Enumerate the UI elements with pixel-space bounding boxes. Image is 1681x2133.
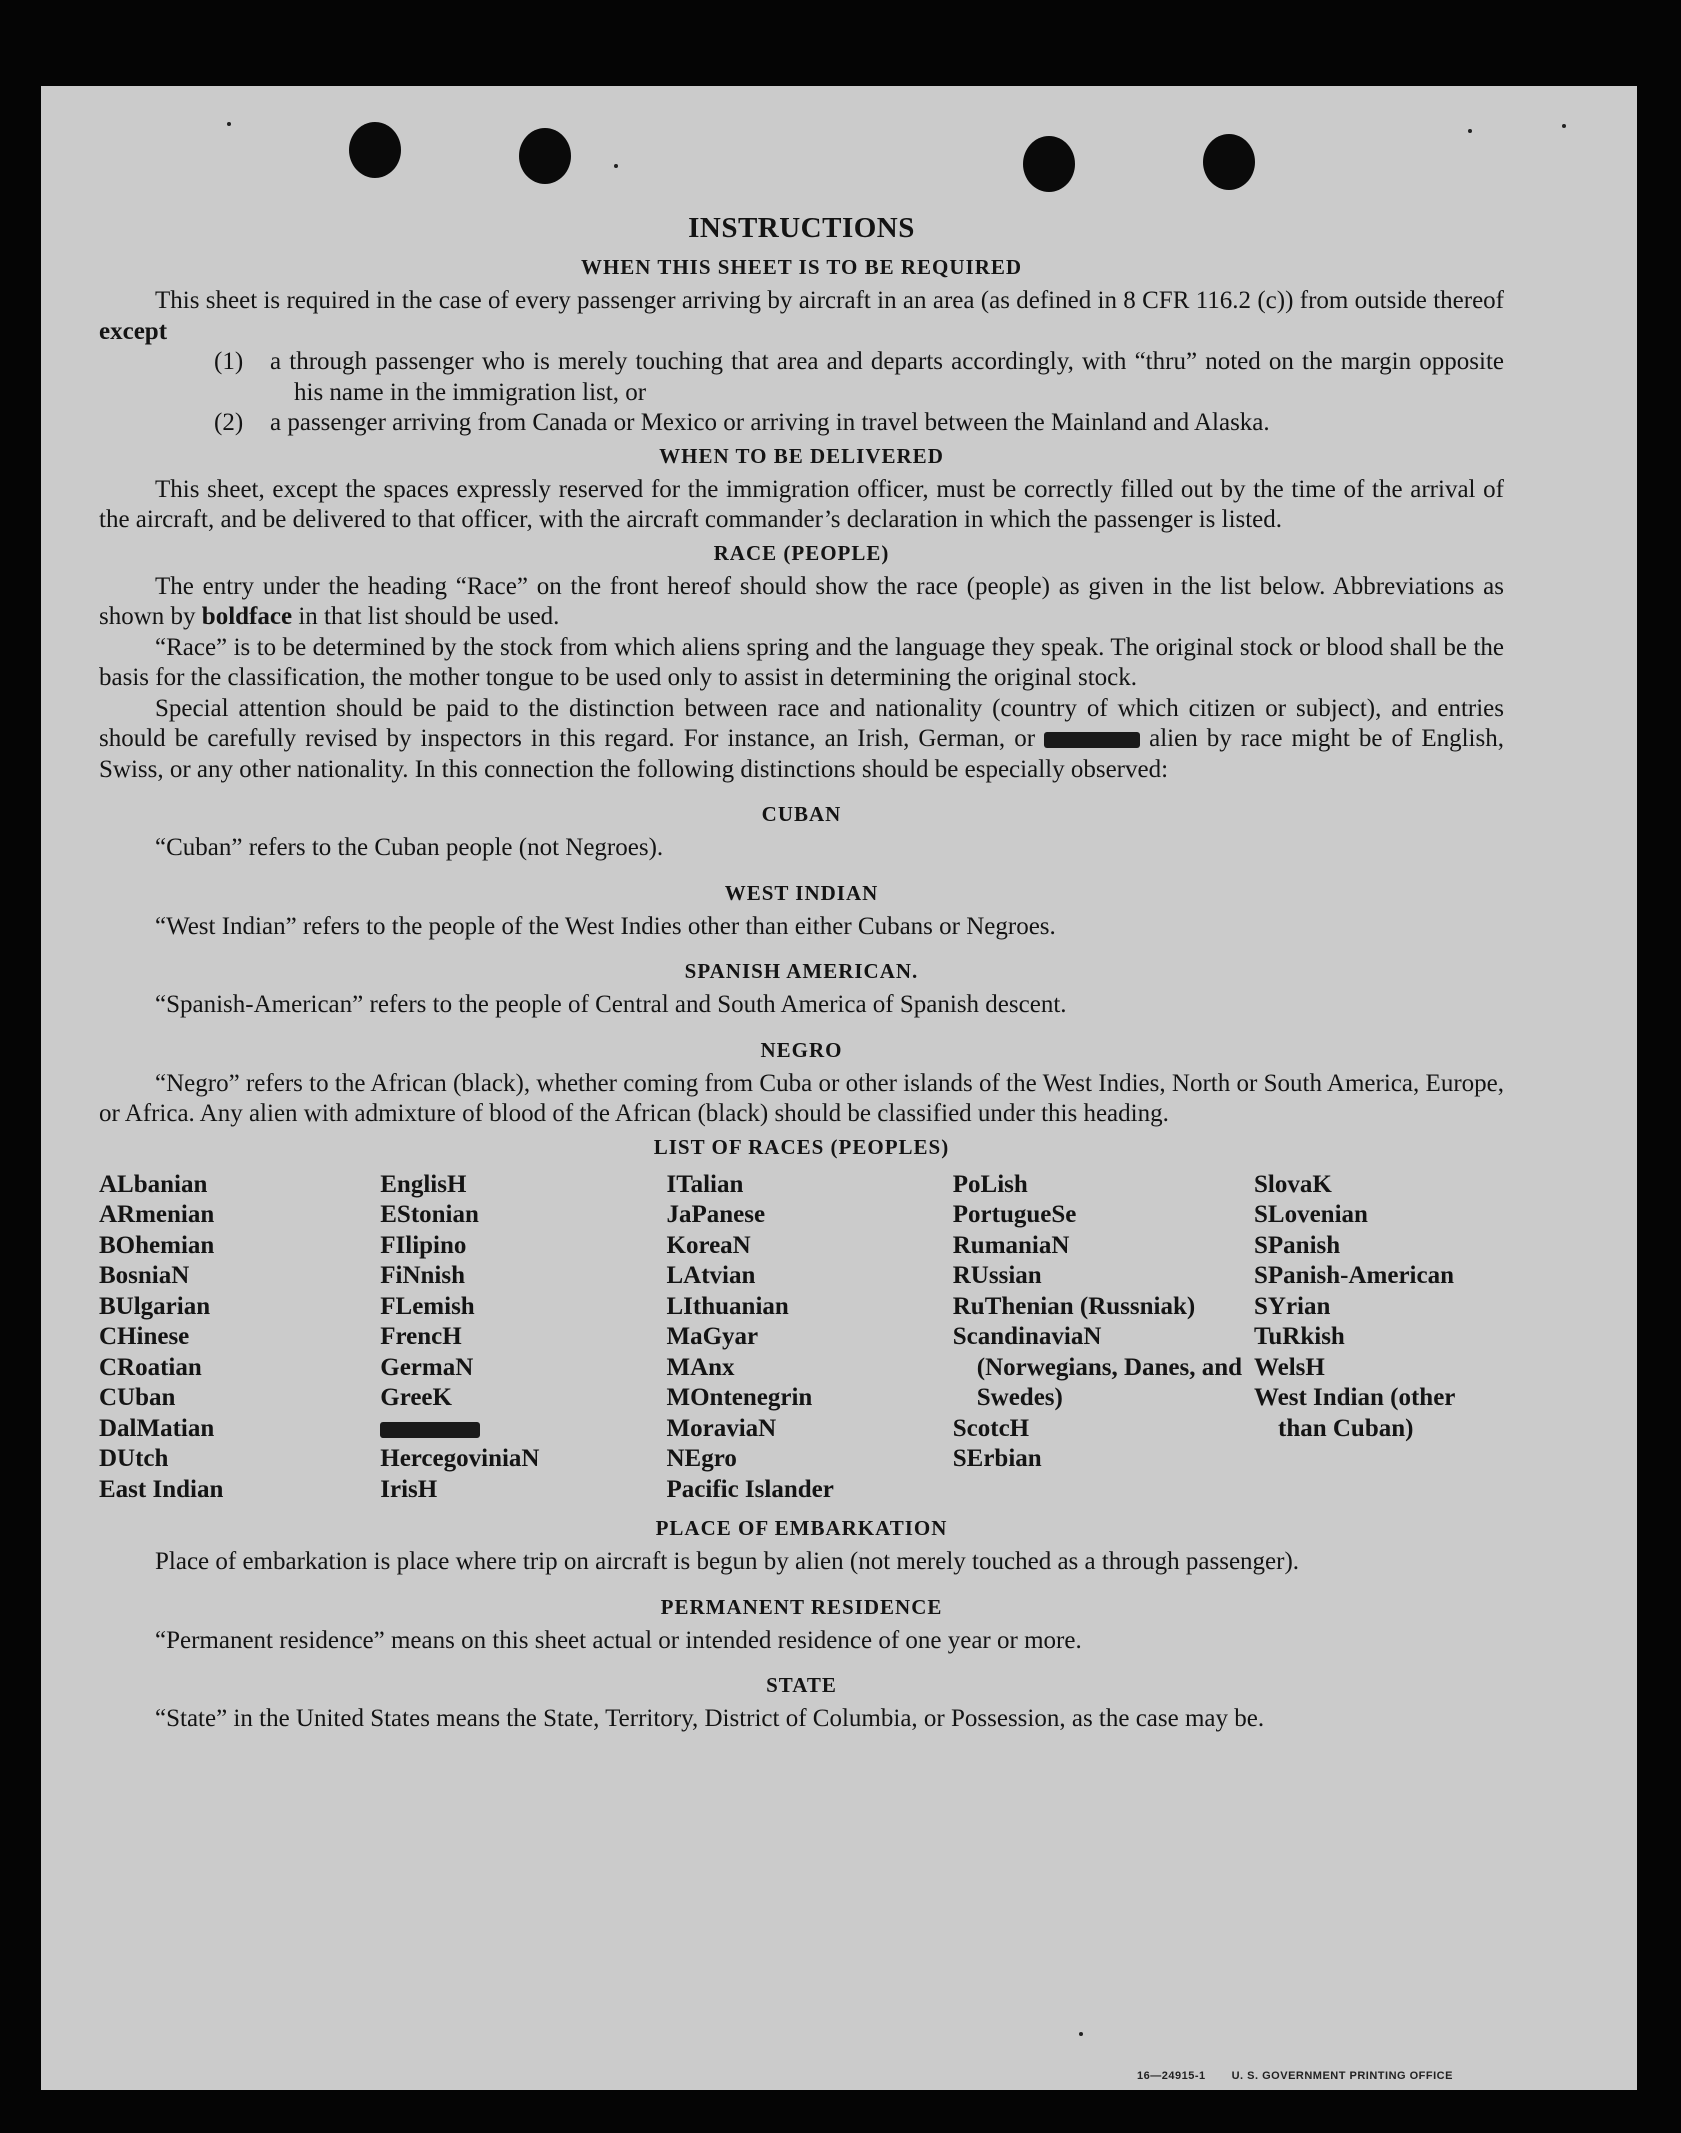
embarkation-text: Place of embarkation is place where trip on aircraft is begun by alien (not merely touched as a through passenger). — [155, 1548, 1300, 1575]
heading-cuban: CUBAN — [761, 802, 842, 826]
race-item: KoreaN — [666, 1231, 751, 1259]
speck — [1468, 129, 1472, 133]
race-item: SLovenian — [1254, 1201, 1368, 1228]
race-item: FLemish — [380, 1292, 475, 1320]
race-item: SPanish-American — [1254, 1262, 1454, 1289]
item-text: a through passenger who is merely touching that area and departs accordingly, with “thru” noted on the margin opposite his name in the immigration list, or — [270, 348, 1504, 406]
race-item: East Indian — [99, 1475, 224, 1503]
race-item: ARmenian — [99, 1201, 215, 1228]
heading-residence: PERMANENT RESIDENCE — [660, 1594, 943, 1619]
item-text: a passenger arriving from Canada or Mexico or arriving in travel between the Mainland and Alaska. — [270, 409, 1270, 436]
race-column-2-top — [380, 1170, 655, 1414]
race-paragraph-1 — [99, 572, 1504, 633]
race-item: MaGyar — [666, 1323, 759, 1350]
punch-hole — [349, 122, 401, 178]
instructions-content — [99, 210, 1504, 1735]
race-item: CUban — [99, 1384, 176, 1411]
heading-required: WHEN THIS SHEET IS TO BE REQUIRED — [580, 255, 1023, 279]
speck — [614, 164, 618, 168]
race-item: HercegoviniaN — [380, 1445, 540, 1472]
speck — [227, 122, 231, 126]
heading-list-of-races: LIST OF RACES (PEOPLES) — [653, 1134, 950, 1159]
race-column-5 — [1254, 1170, 1504, 1506]
required-item-2 — [214, 408, 1504, 439]
speck — [1562, 124, 1566, 128]
race-item: MOntenegrin — [666, 1384, 813, 1411]
race-item: LIthuanian — [666, 1292, 789, 1320]
race-item: West Indian (other than Cuban) — [1254, 1384, 1455, 1442]
race-p3-text: Special attention should be paid to the distinction between race and nationality (country of which citizen or subject), and entries should be carefully revised by inspectors in this regard. For instance, an Irish, German, or — [99, 694, 1504, 752]
form-number: 16—24915-1 — [1137, 2070, 1206, 2082]
heading-state: STATE — [766, 1673, 837, 1697]
residence-text: “Permanent residence” means on this sheet actual or intended residence of one year or more. — [155, 1626, 1082, 1654]
race-item: SlovaK — [1254, 1170, 1332, 1198]
race-item: SYrian — [1254, 1292, 1331, 1320]
race-item: FiNnish — [380, 1262, 466, 1289]
race-item: TuRkish — [1254, 1323, 1345, 1350]
punch-hole — [1023, 136, 1075, 192]
race-paragraph-2: “Race” is to be determined by the stock from which aliens spring and the language they speak. The original stock or blood shall be the basis for the classification, the mother tongue to be used only to assist in determining the original stock. — [99, 633, 1504, 691]
race-column-1 — [99, 1170, 369, 1506]
delivered-text: This sheet, except the spaces expressly reserved for the immigration officer, must be correctly filled out by the time of the arrival of the aircraft, and be delivered to that officer, with the aircraft commander’s declaration in which the passenger is listed. — [99, 475, 1504, 533]
race-item: ScandinaviaN (Norwegians, Danes, and Swedes) — [952, 1323, 1243, 1411]
redaction-mark — [1044, 732, 1140, 748]
document-sheet — [41, 86, 1637, 2090]
race-redacted — [380, 1414, 655, 1445]
race-p1-boldface: boldface — [201, 603, 293, 630]
race-item: RumaniaN — [952, 1231, 1070, 1259]
race-item: SErbian — [952, 1445, 1042, 1472]
race-item: BUlgarian — [99, 1292, 211, 1320]
printer-name: U. S. GOVERNMENT PRINTING OFFICE — [1231, 2070, 1453, 2082]
spanish-american-text: “Spanish-American” refers to the people of Central and South America of Spanish descent. — [155, 991, 1067, 1018]
required-intro-text: This sheet is required in the case of every passenger arriving by aircraft in an area (as defined in 8 CFR 116.2 (c)) from outside thereof — [155, 287, 1504, 314]
race-p3-text-end: alien by race might be of English, Swiss, or any other nationality. In this connection the following distinctions should be especially observed: — [99, 725, 1504, 783]
required-intro-except: except — [99, 317, 168, 345]
page-title: INSTRUCTIONS — [688, 212, 915, 244]
race-item: PortugueSe — [952, 1201, 1077, 1228]
race-item: ALbanian — [99, 1170, 208, 1198]
negro-text: “Negro” refers to the African (black), whether coming from Cuba or other islands of the West Indies, North or South America, Europe, or Africa. Any alien with admixture of blood of the African (black) should be classified under this heading. — [99, 1069, 1504, 1127]
race-item: RUssian — [952, 1262, 1042, 1289]
race-item: SPanish — [1254, 1231, 1341, 1259]
race-item: EStonian — [380, 1201, 479, 1228]
race-p1-text: The entry under the heading “Race” on the front hereof should show the race (people) as given in the list below. Abbreviations as shown by — [99, 572, 1504, 630]
race-item: ScotcH — [952, 1414, 1030, 1442]
punch-hole — [519, 128, 571, 184]
race-item: BosniaN — [99, 1262, 190, 1289]
cuban-text: “Cuban” refers to the Cuban people (not Negroes). — [155, 834, 664, 861]
heading-spanish-american: SPANISH AMERICAN. — [684, 959, 919, 983]
heading-embarkation: PLACE OF EMBARKATION — [655, 1516, 948, 1540]
item-number: (1) — [214, 348, 244, 375]
required-intro — [99, 286, 1504, 347]
race-column-2 — [380, 1170, 655, 1506]
race-column-3 — [667, 1170, 942, 1506]
race-item: ITalian — [666, 1170, 744, 1198]
race-item: NEgro — [666, 1445, 737, 1472]
race-item: CRoatian — [99, 1353, 202, 1381]
west-indian-text: “West Indian” refers to the people of the West Indies other than either Cubans or Negroes. — [155, 912, 1056, 940]
race-item: MAnx — [666, 1353, 735, 1381]
speck — [1079, 2032, 1083, 2036]
footer-print-code — [1137, 2070, 1453, 2082]
race-item: MoraviaN — [666, 1414, 777, 1442]
redaction-mark — [380, 1422, 480, 1438]
heading-race: RACE (PEOPLE) — [713, 540, 890, 565]
race-list — [99, 1170, 1504, 1506]
heading-delivered: WHEN TO BE DELIVERED — [659, 443, 944, 468]
race-item: Pacific Islander — [666, 1475, 834, 1503]
race-item: DalMatian — [99, 1414, 215, 1442]
race-item: IrisH — [380, 1475, 438, 1503]
race-item: RuThenian (Russniak) — [952, 1292, 1196, 1320]
heading-negro: NEGRO — [760, 1037, 843, 1062]
race-item: GreeK — [380, 1384, 452, 1411]
race-item: JaPanese — [666, 1201, 766, 1228]
race-item: WelsH — [1254, 1353, 1325, 1381]
race-item: EnglisH — [380, 1170, 467, 1198]
state-text: “State” in the United States means the State, Territory, District of Columbia, or Possession, as the case may be. — [155, 1705, 1265, 1732]
race-item: CHinese — [99, 1323, 190, 1350]
race-column-4 — [953, 1170, 1243, 1506]
race-item: DUtch — [99, 1445, 169, 1472]
race-paragraph-3 — [99, 694, 1504, 786]
race-item: PoLish — [952, 1170, 1028, 1198]
race-item: BOhemian — [99, 1231, 215, 1259]
required-item-1 — [214, 347, 1504, 408]
race-item: LAtvian — [666, 1262, 756, 1289]
race-column-2-bottom — [380, 1444, 655, 1505]
item-number: (2) — [214, 409, 244, 436]
punch-hole — [1203, 134, 1255, 190]
race-item: GermaN — [380, 1353, 474, 1381]
race-p1-text-end: in that list should be used. — [292, 603, 560, 630]
race-item: FrencH — [380, 1323, 462, 1350]
race-item: FIlipino — [380, 1231, 467, 1259]
heading-west-indian: WEST INDIAN — [724, 880, 879, 905]
